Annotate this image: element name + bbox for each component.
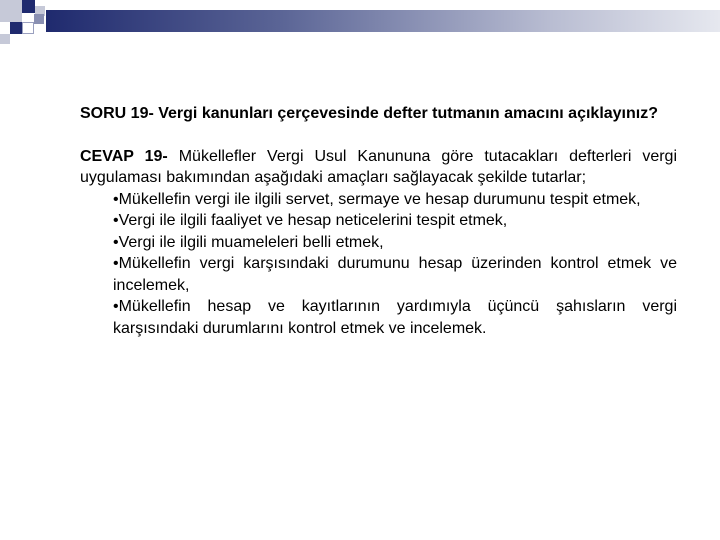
list-item: •Vergi ile ilgili muameleleri belli etmek, [113, 233, 384, 251]
slide-content [80, 103, 677, 339]
list-item: •Vergi ile ilgili faaliyet ve hesap neticelerini tespit etmek, [113, 212, 508, 229]
header-decoration [0, 0, 720, 50]
decorative-square [22, 0, 35, 13]
decorative-square [10, 22, 22, 34]
question-text: Vergi kanunları çerçevesinde defter tutmanın amacını açıklayınız? [153, 105, 658, 122]
decorative-square [0, 34, 10, 44]
answer-paragraph [80, 146, 677, 189]
header-gradient-bar [46, 10, 720, 32]
decorative-square [22, 22, 34, 34]
list-item: •Mükellefin hesap ve kayıtlarının yardımıyla üçüncü şahısların vergi karşısındaki durumlarını kontrol etmek ve incelemek. [113, 298, 677, 337]
answer-label: CEVAP 19- [80, 147, 168, 165]
decorative-square [34, 14, 44, 24]
answer-list [80, 189, 677, 340]
question-label: SORU 19- [80, 105, 154, 122]
answer-intro: Mükellefler Vergi Usul Kanununa göre tutacakları defterleri vergi uygulaması bakımından aşağıdaki amaçları sağlayacak şekilde tutarlar; [80, 147, 678, 186]
list-item: •Mükellefin vergi ile ilgili servet, sermaye ve hesap durumunu tespit etmek, [113, 190, 641, 208]
decorative-square [0, 0, 22, 22]
list-item: •Mükellefin vergi karşısındaki durumunu hesap üzerinden kontrol etmek ve incelemek, [113, 255, 677, 294]
question-paragraph [80, 103, 677, 125]
